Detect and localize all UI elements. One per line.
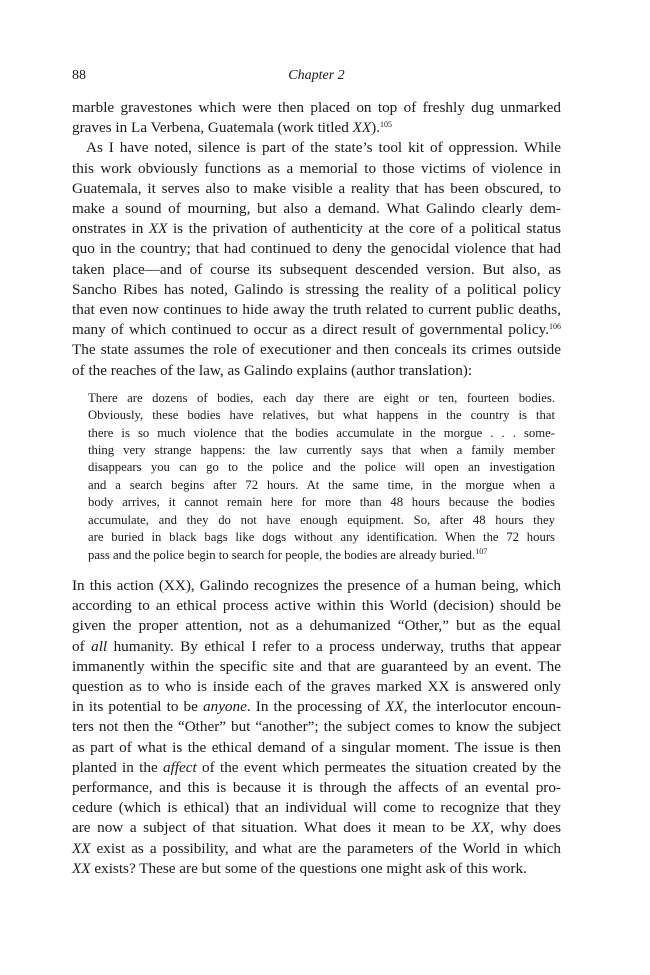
italic-text: all — [91, 637, 108, 655]
text-run: pass and the police begin to search for people, the bodies are already buried. — [88, 547, 476, 562]
italic-text: XX — [385, 698, 404, 716]
text-run: marble gravestones which were then placed on top of freshly dug unmarked — [72, 99, 561, 116]
text-line — [72, 159, 561, 179]
block-quote — [72, 390, 561, 564]
footnote-ref: 105 — [380, 120, 393, 130]
text-run: disappears you can go to the police and the police will open an investigation — [88, 460, 555, 475]
text-line — [72, 778, 561, 798]
text-run: Sancho Ribes has noted, Galindo is stressing the reality of a political policy — [72, 280, 561, 298]
paragraph — [72, 98, 561, 138]
italic-text: XX — [72, 859, 91, 877]
text-line — [72, 798, 561, 818]
text-run: make a sound of mourning, but also a demand. What Galindo clearly dem- — [72, 200, 561, 218]
text-run: There are dozens of bodies, each day there are eight or ten, fourteen bodies. — [88, 390, 555, 405]
text-line — [72, 300, 561, 320]
text-run: humanity. By ethical I refer to a process underway, truths that appear — [107, 637, 561, 655]
text-line — [72, 340, 561, 360]
text-run: is the privation of authenticity at the core of a political status — [167, 220, 561, 238]
text-run: many of which continued to occur as a direct result of governmental policy. — [72, 321, 549, 339]
text-line — [72, 839, 561, 859]
text-run: exist as a possibility, and what are the parameters of the World in which — [90, 839, 561, 857]
running-head: Chapter 2 — [288, 68, 345, 83]
text-line — [72, 738, 561, 758]
text-line — [88, 407, 555, 424]
text-run: of the event which permeates the situation created by the — [196, 758, 561, 776]
text-line — [72, 361, 561, 381]
text-run: taken place—and of course its subsequent descended version. But also, as — [72, 260, 561, 278]
text-line — [72, 280, 561, 300]
text-run: In this action (XX), Galindo recognizes the presence of a human being, which — [72, 576, 561, 594]
italic-text: XX — [148, 220, 168, 238]
text-line — [72, 697, 561, 717]
text-run: immanently within the specific site and that are guaranteed by an event. The — [72, 657, 561, 675]
text-run: question as to who is inside each of the graves marked XX is answered only — [72, 677, 561, 695]
text-run: and a search begins after 72 hours. At the same time, in the morgue when a — [88, 477, 555, 492]
italic-text: anyone — [203, 698, 247, 716]
text-run: cedure (which is ethical) that an individual will come to recognize that they — [72, 799, 561, 817]
text-line — [72, 818, 561, 838]
text-run: The state assumes the role of executioner and then conceals its crimes outside — [72, 341, 561, 359]
text-run: are now a subject of that situation. What does it mean to be — [72, 819, 472, 837]
text-line — [88, 512, 555, 529]
text-run: . In the processing of — [246, 698, 386, 716]
italic-text: XX — [72, 839, 91, 857]
text-line — [88, 442, 555, 459]
text-run: onstrates in — [72, 220, 149, 238]
text-line — [72, 239, 561, 259]
text-run: according to an ethical process active within this World (decision) should be — [72, 597, 561, 615]
text-run: thing very strange happens: the law currently says that when a family member — [88, 443, 555, 458]
text-run: graves in La Verbena, Guatemala (work titled — [72, 119, 353, 137]
text-line — [72, 320, 561, 340]
text-run: there is so much violence that the bodies accumulate in the morgue . . . some- — [88, 425, 555, 440]
italic-text: affect — [163, 758, 197, 776]
text-line — [88, 390, 555, 407]
text-line — [72, 677, 561, 697]
text-line — [72, 179, 561, 199]
text-run: as part of what is the ethical demand of a singular moment. The issue is then — [72, 738, 561, 756]
text-line — [72, 118, 561, 138]
text-line — [88, 477, 555, 494]
text-line — [72, 138, 561, 158]
text-run: are buried in black bags like dogs without any identification. When the 72 hours — [88, 530, 555, 545]
text-run: of — [72, 637, 92, 655]
text-run: , why does — [490, 819, 562, 837]
text-run: Obviously, these bodies have relatives, but what happens in the country is that — [88, 408, 555, 423]
text-run: this work obviously functions as a memorial to those victims of violence in — [72, 159, 561, 177]
text-line — [72, 758, 561, 778]
text-line — [72, 616, 561, 636]
text-line — [72, 199, 561, 219]
footnote-ref: 107 — [475, 546, 488, 556]
italic-text: XX — [352, 119, 372, 137]
text-run: Guatemala, it serves also to make visible a reality that has been obscured, to — [72, 179, 561, 197]
text-run: As I have noted, silence is part of the state’s tool kit of oppression. While — [86, 139, 561, 157]
page-number: 88 — [72, 68, 86, 83]
text-line — [72, 219, 561, 239]
text-line — [72, 98, 561, 118]
text-run: quo in the country; that had continued to deny the genocidal violence that had — [72, 240, 561, 258]
text-line — [88, 459, 555, 476]
text-run: in its potential to be — [72, 698, 203, 716]
text-line — [72, 859, 561, 879]
text-run: given the proper attention, not as a dehumanized “Other,” but as the equal — [72, 617, 561, 635]
text-line — [88, 529, 555, 546]
text-line — [72, 657, 561, 677]
text-run: body arrives, it cannot remain here for more than 48 hours because the bodies — [88, 495, 555, 510]
text-run: accumulate, and they do not have enough equipment. So, after 48 hours they — [88, 512, 555, 527]
text-run: planted in the — [72, 758, 163, 776]
text-line — [72, 576, 561, 596]
text-line — [72, 260, 561, 280]
body-text — [72, 98, 561, 879]
text-run: ters not then the “Other” but “another”; the subject comes to know the subject — [72, 718, 561, 736]
text-run: , the interlocutor encoun- — [403, 698, 562, 716]
text-line — [88, 425, 555, 442]
text-line — [72, 637, 561, 657]
text-run: that even now continues to hide away the truth related to current public deaths, — [72, 301, 561, 319]
text-run: ). — [371, 119, 381, 137]
italic-text: XX — [471, 819, 491, 837]
paragraph — [72, 576, 561, 879]
paragraph — [72, 138, 561, 380]
text-run: exists? These are but some of the questions one might ask of this work. — [90, 859, 527, 877]
text-line — [72, 717, 561, 737]
text-line — [72, 596, 561, 616]
page-header — [72, 68, 561, 88]
text-line — [88, 547, 555, 564]
text-run: of the reaches of the law, as Galindo explains (author translation): — [72, 361, 473, 379]
text-run: performance, and this is because it is through the affects of an evental pro- — [72, 778, 561, 796]
text-line — [88, 494, 555, 511]
footnote-ref: 106 — [549, 322, 561, 332]
